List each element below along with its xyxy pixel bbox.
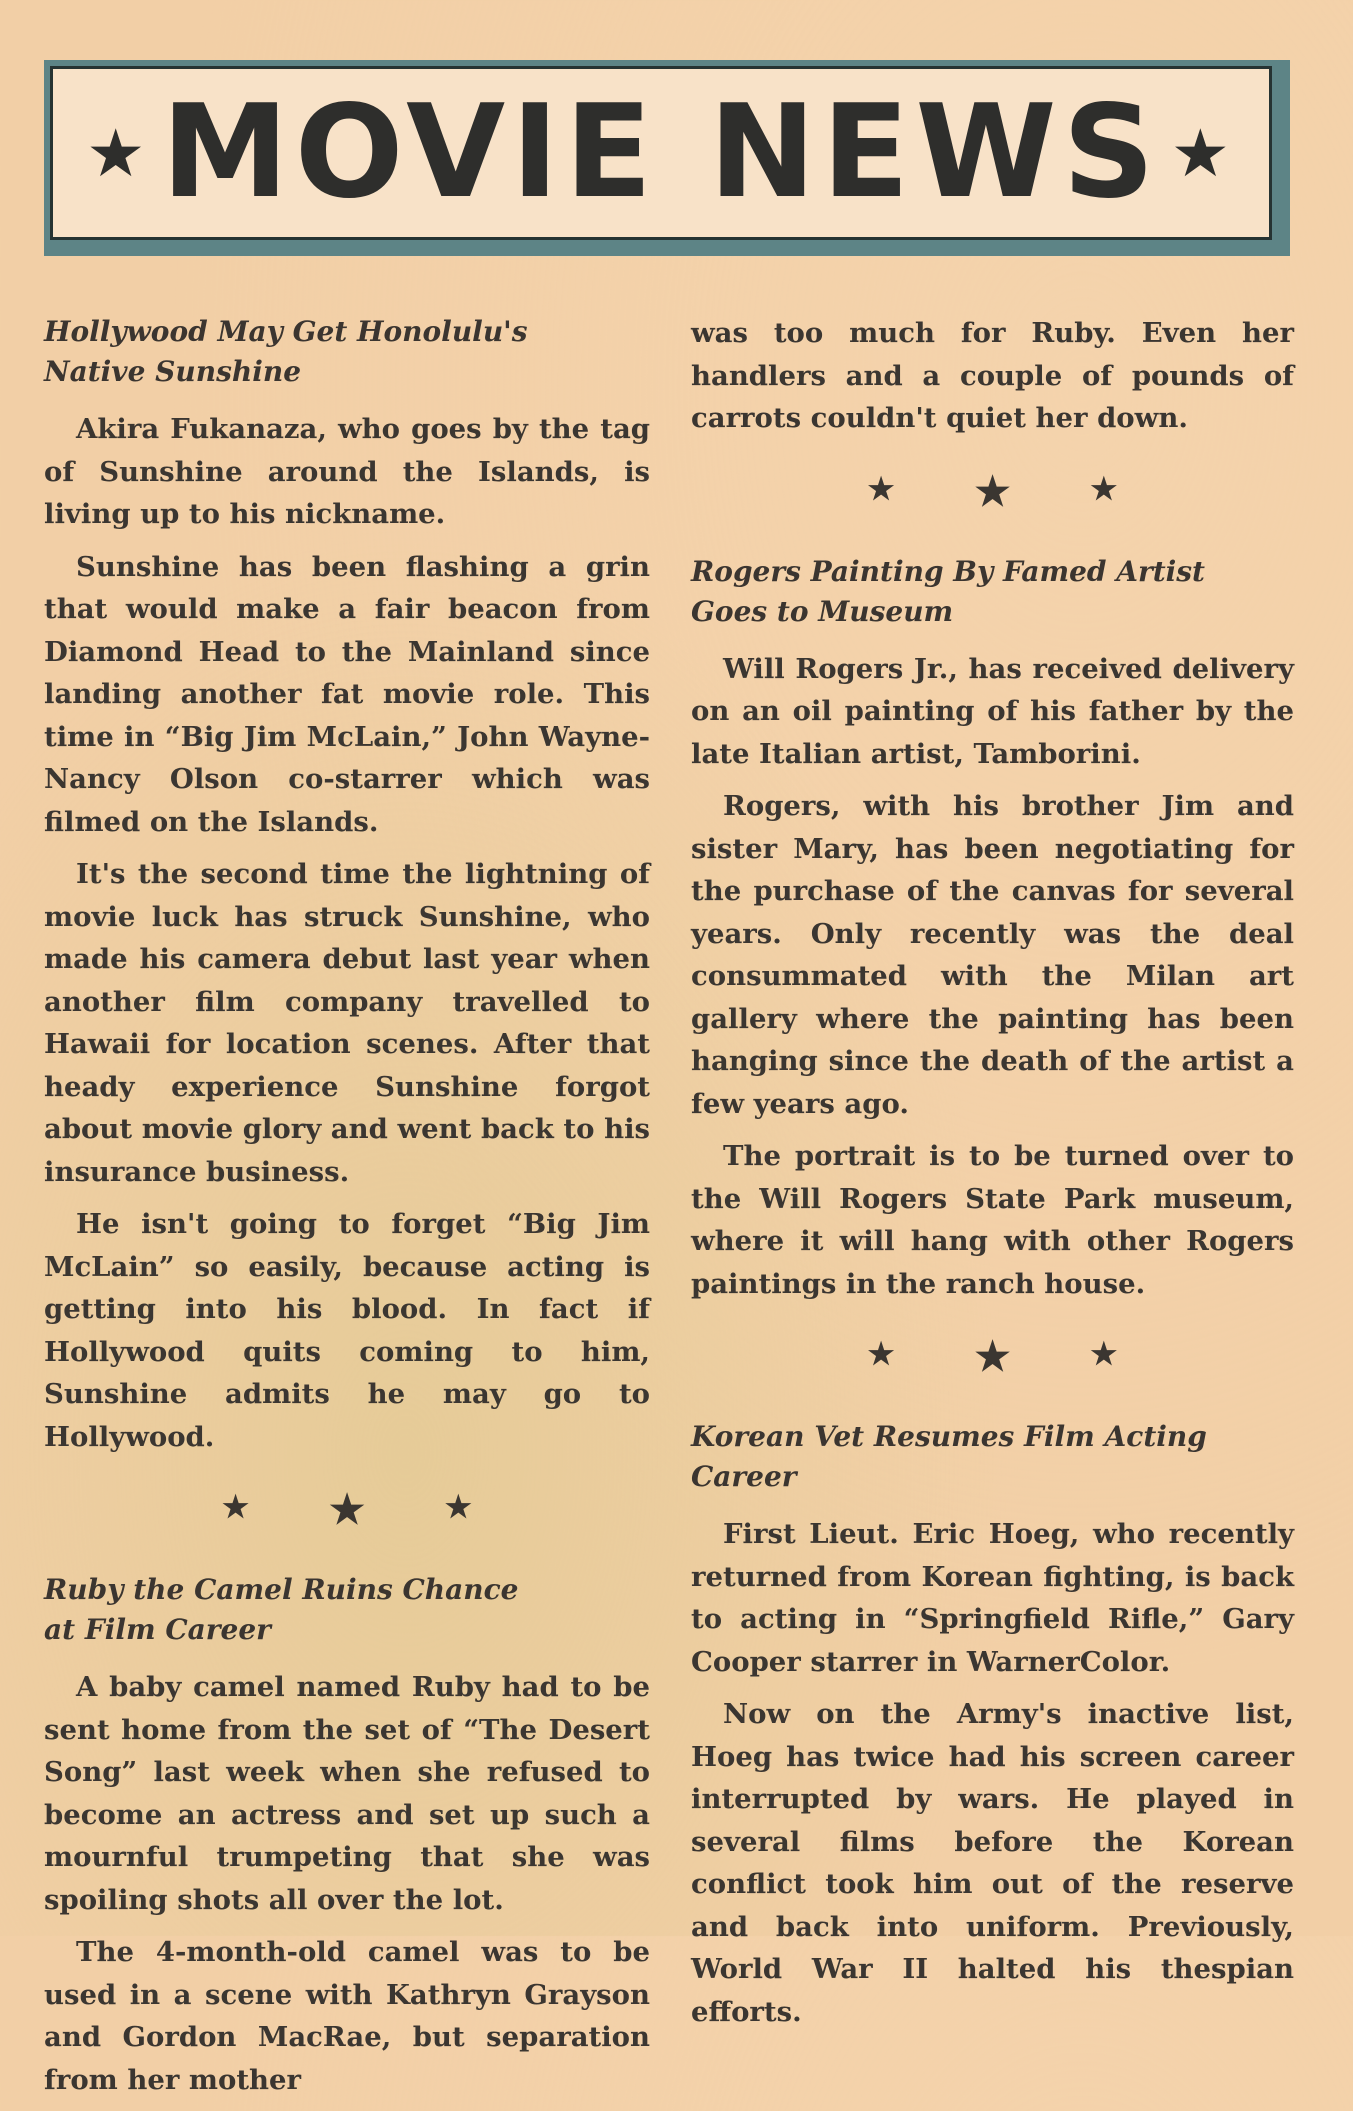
article-1-paragraph: He isn't going to forget “Big Jim McLain” so easily, because acting is getting into his blood. In fact if Hollywood quits coming to him, Sunshine admits he may go to Hollywood. [44, 1208, 650, 1453]
star-icon: ★ [867, 1337, 895, 1372]
article-3-headline [691, 552, 1294, 632]
left-column [44, 312, 650, 2111]
article-2-paragraph: The 4-month-old camel was to be used in a scene with Kathryn Grayson and Gordon MacRae, but separation from her mother [44, 1936, 650, 2096]
article-3-paragraph: The portrait is to be turned over to the Will Rogers State Park museum, where it will hang with other Rogers paintings in the ranch house. [691, 1140, 1294, 1300]
article-1-headline [44, 312, 650, 392]
star-left-icon: ★ [86, 115, 152, 192]
banner-title-row [76, 78, 1246, 227]
right-column [691, 312, 1294, 2043]
page-title: MOVIE NEWS [161, 78, 1161, 227]
star-icon: ★ [222, 1490, 250, 1525]
article-4-paragraph: Now on the Army's inactive list, Hoeg has twice had his screen career interrupted by wars. He played in several films before the Korean conflict took him out of the reserve and back into uniform. Previously, World War II halted his thespian efforts. [691, 1698, 1294, 2028]
article-2-continuation: was too much for Ruby. Even her handlers and a couple of pounds of carrots couldn't quiet her down. [691, 317, 1294, 434]
star-right-icon: ★ [1170, 115, 1236, 192]
article-4-headline [691, 1417, 1294, 1497]
star-icon: ★ [444, 1490, 472, 1525]
article-1-paragraph: It's the second time the lightning of movie luck has struck Sunshine, who made his camera debut last year when another film company travelled to Hawaii for location scenes. After that heady experience Sunshine forgot about movie glory and went back to his insurance business. [44, 858, 650, 1188]
section-divider [44, 1486, 650, 1533]
star-icon: ★ [329, 1486, 365, 1533]
article-2-paragraph: A baby camel named Ruby had to be sent home from the set of “The Desert Song” last week when she refused to become an actress and set up such a mournful trumpeting that she was spoiling shots all over the lot. [44, 1671, 650, 1916]
star-icon: ★ [867, 471, 895, 507]
headline-line: Goes to Museum [691, 594, 954, 628]
headline-line: Native Sunshine [44, 355, 302, 388]
headline-line: Rogers Painting By Famed Artist [691, 554, 1205, 588]
article-2-headline [44, 1570, 650, 1650]
headline-line: Ruby the Camel Ruins Chance [44, 1573, 519, 1606]
section-divider [691, 467, 1294, 515]
headline-line: at Film Career [44, 1613, 271, 1646]
section-divider [691, 1333, 1294, 1380]
star-icon: ★ [974, 1333, 1011, 1380]
headline-line: Hollywood May Get Honolulu's [44, 315, 528, 348]
article-4-paragraph: First Lieut. Eric Hoeg, who recently returned from Korean fighting, is back to acting in “Springfield Rifle,” Gary Cooper starrer in WarnerColor. [691, 1518, 1294, 1678]
headline-line: Korean Vet Resumes Film Acting Career [691, 1420, 1207, 1493]
article-1-paragraph: Sunshine has been flashing a grin that would make a fair beacon from Diamond Head to the Mainland since landing another fat movie role. This time in “Big Jim McLain,” John Wayne-Nancy Olson co-starrer which was filmed on the Islands. [44, 550, 650, 838]
article-1-paragraph: Akira Fukanaza, who goes by the tag of Sunshine around the Islands, is living up to his nickname. [44, 413, 650, 530]
star-icon: ★ [1090, 471, 1118, 507]
banner-frame [50, 66, 1272, 240]
banner [44, 60, 1290, 256]
star-icon: ★ [1090, 1337, 1118, 1372]
article-3-paragraph: Rogers, with his brother Jim and sister Mary, has been negotiating for the purchase of the canvas for several years. Only recently was the deal consummated with the Milan art gallery where the painting has been hanging since the death of the artist a few years ago. [691, 790, 1294, 1120]
star-icon: ★ [974, 467, 1011, 515]
article-3-paragraph: Will Rogers Jr., has received delivery on an oil painting of his father by the late Italian artist, Tamborini. [691, 652, 1294, 770]
